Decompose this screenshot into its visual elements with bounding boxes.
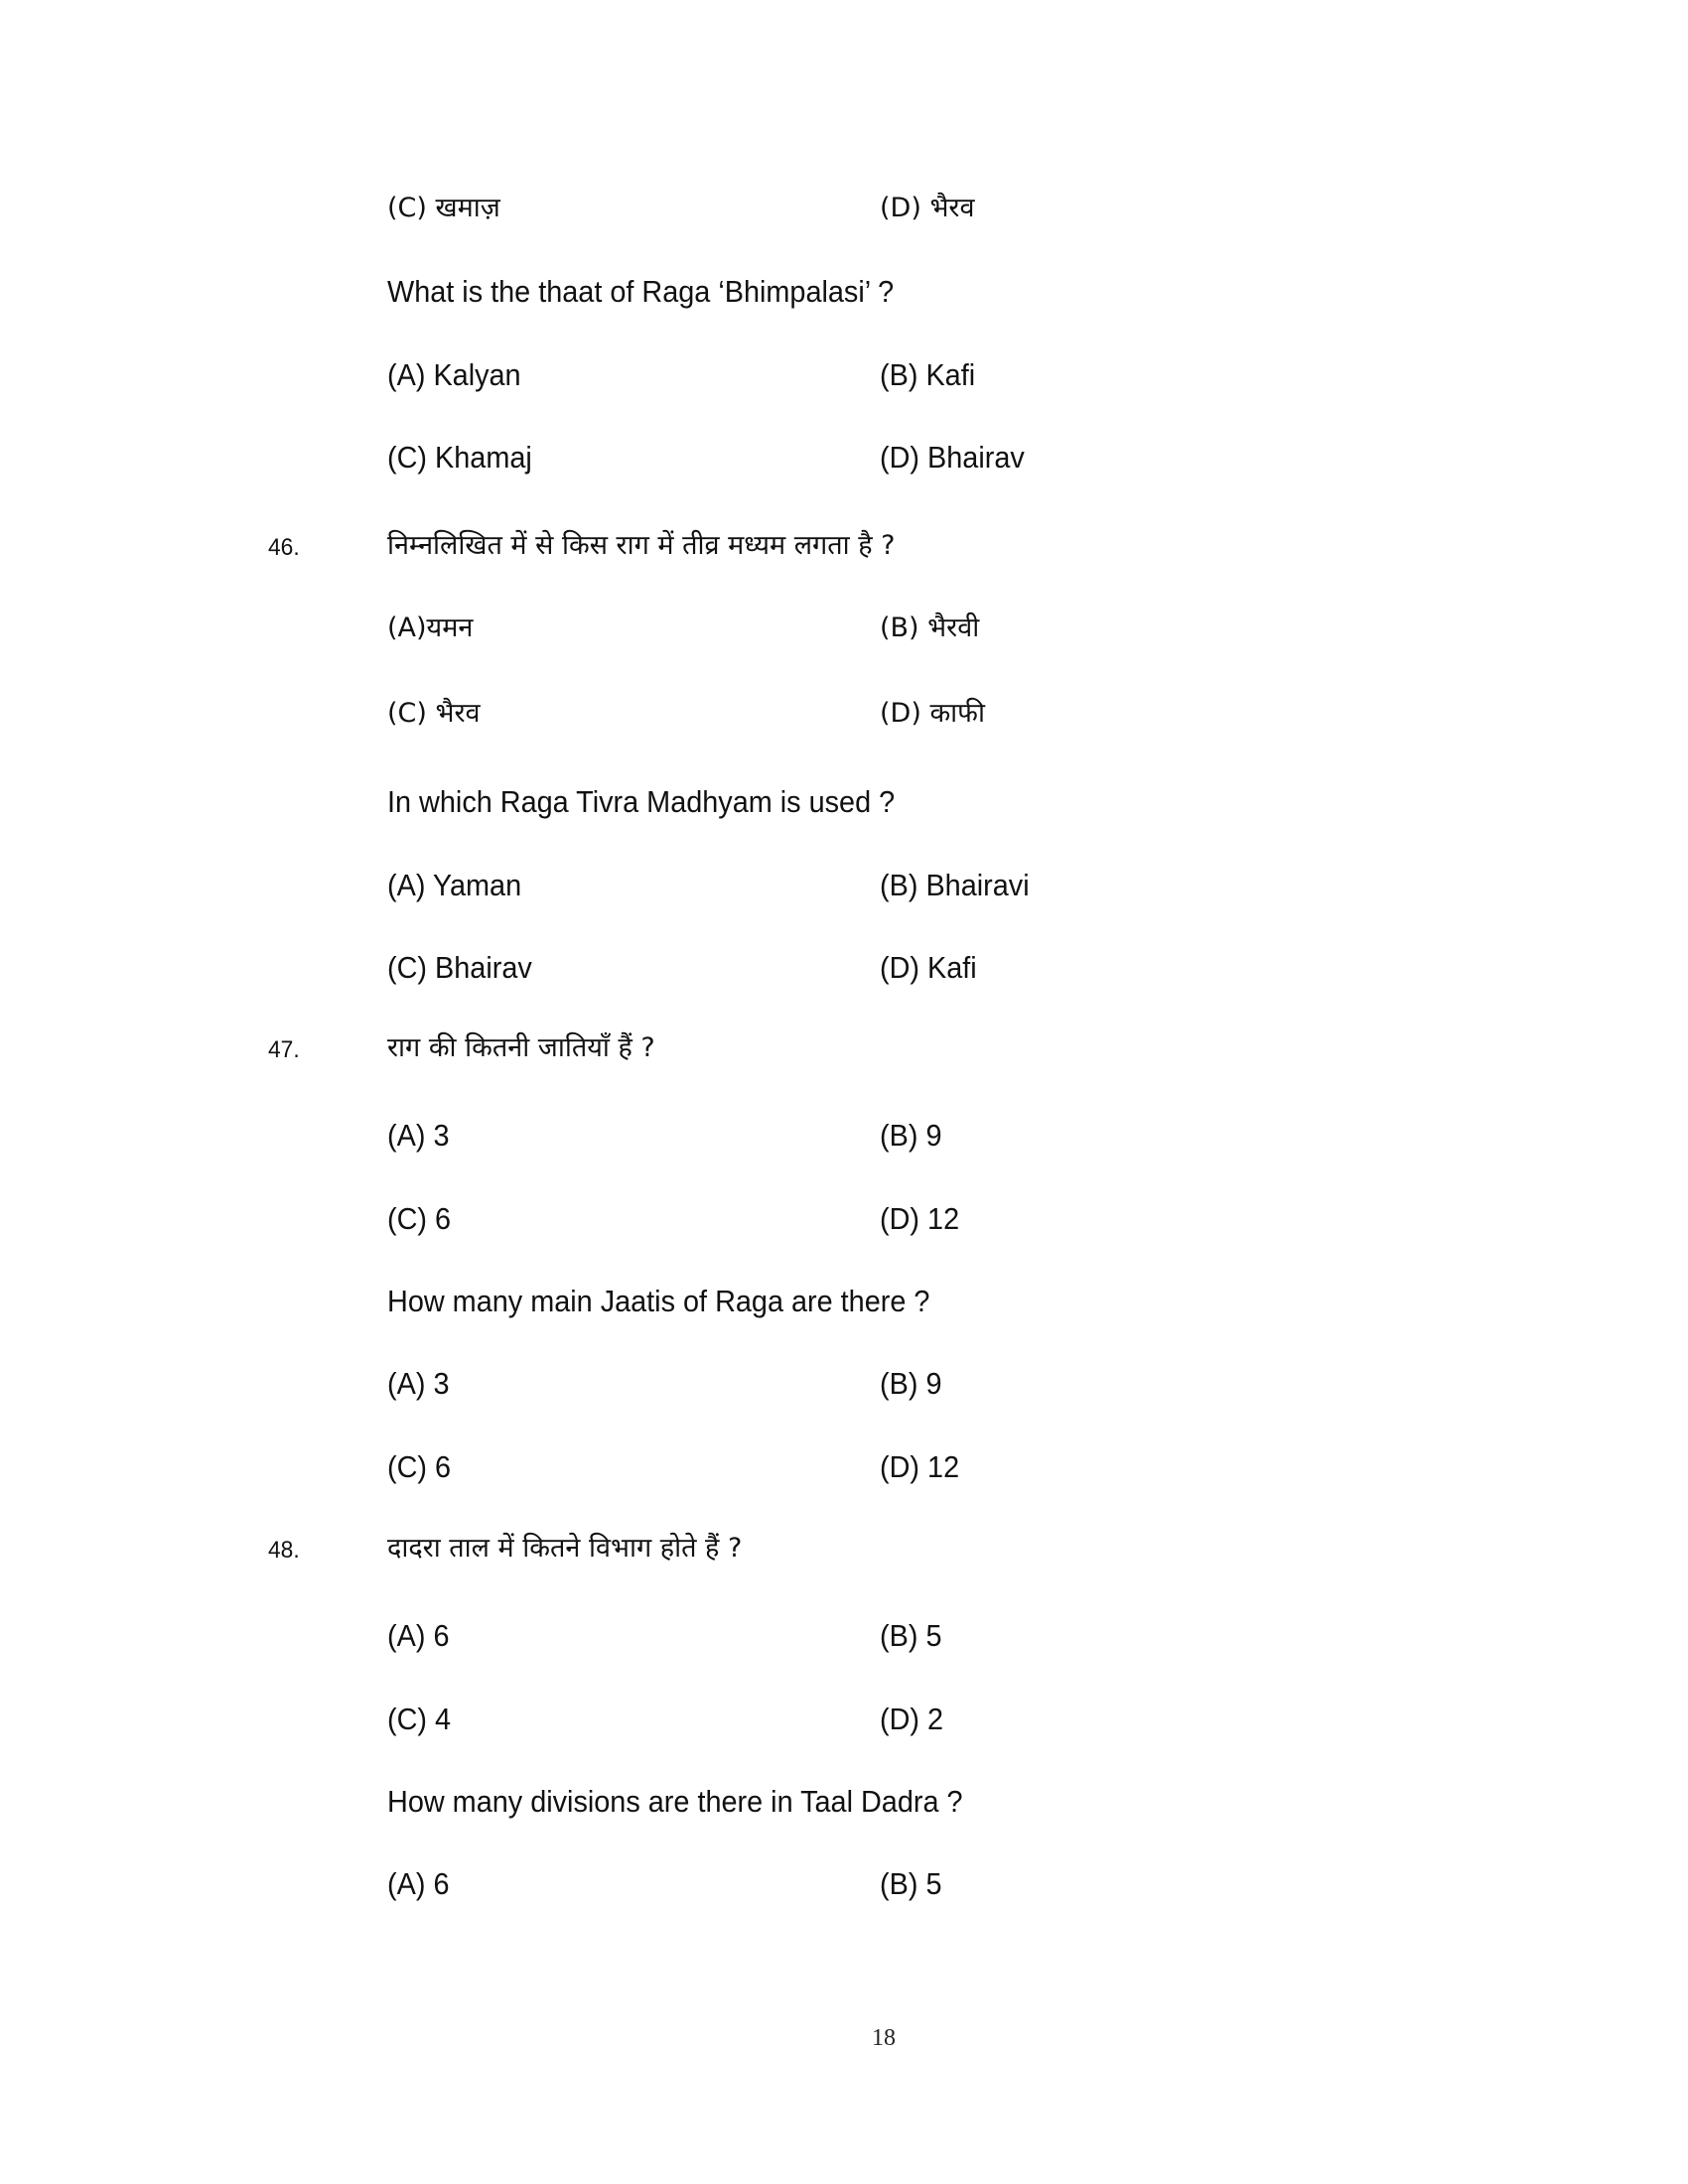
option-b-english: (B) Bhairavi (880, 868, 1030, 902)
question-text-hindi: राग की कितनी जातियाँ हैं ? (387, 1032, 655, 1063)
option-a-english: (A) 3 (387, 1366, 450, 1401)
option-d-english: (D) 12 (880, 1449, 960, 1484)
option-c-hindi: (C) खमाज़ (387, 193, 500, 223)
question-text-hindi: निम्नलिखित में से किस राग में तीव्र मध्यम लगता है ? (387, 530, 896, 561)
option-a-hindi: (A)यमन (387, 613, 474, 643)
option-a-english: (A) Yaman (387, 868, 522, 902)
option-b-hindi: (B) भैरवी (880, 613, 980, 643)
page-number: 18 (872, 2025, 896, 2051)
option-b-english: (B) 9 (880, 1366, 942, 1401)
question-text-hindi: दादरा ताल में कितने विभाग होते हैं ? (387, 1533, 743, 1564)
option-c-english: (C) 6 (387, 1449, 452, 1484)
option-a-english: (A) Kalyan (387, 357, 521, 392)
question-text-english: In which Raga Tivra Madhyam is used ? (387, 784, 896, 819)
option-c-english: (C) Bhairav (387, 950, 532, 985)
option-c-hindi: (C) भैरव (387, 698, 481, 729)
option-d-english: (D) Bhairav (880, 440, 1025, 475)
question-text-english: How many main Jaatis of Raga are there ? (387, 1284, 930, 1318)
option-d-hindi: (D) 12 (880, 1201, 960, 1236)
option-c-hindi: (C) 6 (387, 1201, 452, 1236)
question-text-english: What is the thaat of Raga ‘Bhimpalasi’ ? (387, 274, 895, 309)
option-b-english: (B) 5 (880, 1866, 942, 1901)
question-text-english: How many divisions are there in Taal Dadra ? (387, 1784, 963, 1819)
option-a-hindi: (A) 3 (387, 1118, 450, 1153)
option-d-hindi: (D) 2 (880, 1702, 944, 1736)
option-a-hindi: (A) 6 (387, 1618, 450, 1653)
option-b-english: (B) Kafi (880, 357, 976, 392)
question-number: 48. (268, 1537, 300, 1564)
option-d-hindi: (D) काफी (880, 698, 985, 729)
option-b-hindi: (B) 9 (880, 1118, 942, 1153)
option-d-hindi: (D) भैरव (880, 193, 975, 223)
question-number: 46. (268, 534, 300, 561)
question-number: 47. (268, 1036, 300, 1063)
option-c-english: (C) Khamaj (387, 440, 532, 475)
option-c-hindi: (C) 4 (387, 1702, 452, 1736)
option-b-hindi: (B) 5 (880, 1618, 942, 1653)
option-d-english: (D) Kafi (880, 950, 977, 985)
option-a-english: (A) 6 (387, 1866, 450, 1901)
